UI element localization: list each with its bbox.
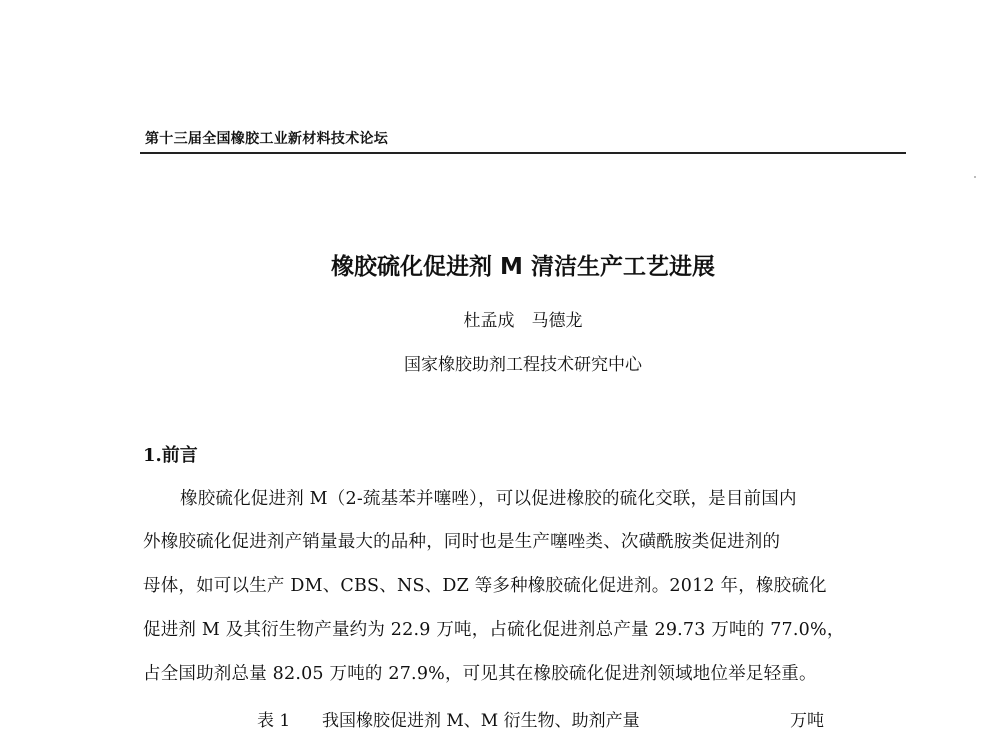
table-caption-label: 表 1 [257,711,291,731]
running-header: 第十三届全国橡胶工业新材料技术论坛 [145,131,389,147]
header-divider [140,152,906,154]
paragraph-line: 外橡胶硫化促进剂产销量最大的品种，同时也是生产噻唑类、次磺酰胺类促进剂的 [143,532,781,552]
paragraph-line: 橡胶硫化促进剂 M（2-巯基苯并噻唑），可以促进橡胶的硫化交联，是目前国内 [180,489,797,509]
paragraph-line: 促进剂 M 及其衍生物产量约为 22.9 万吨，占硫化促进剂总产量 29.73 万吨的 77.0%， [143,620,845,640]
table-caption-unit: 万吨 [790,711,824,731]
paragraph-line: 母体，如可以生产 DM、CBS、NS、DZ 等多种橡胶硫化促进剂。2012 年，橡胶硫化 [143,576,827,596]
article-affiliation: 国家橡胶助剂工程技术研究中心 [404,355,642,375]
table-caption-text: 我国橡胶促进剂 M、M 衍生物、助剂产量 [322,711,640,731]
article-title: 橡胶硫化促进剂 M 清洁生产工艺进展 [331,254,715,280]
article-authors: 杜孟成 马德龙 [463,311,583,331]
section-heading: 1.前言 [143,445,198,466]
scan-speck [974,176,976,178]
paragraph-line: 占全国助剂总量 82.05 万吨的 27.9%，可见其在橡胶硫化促进剂领域地位举足轻重。 [143,664,817,684]
